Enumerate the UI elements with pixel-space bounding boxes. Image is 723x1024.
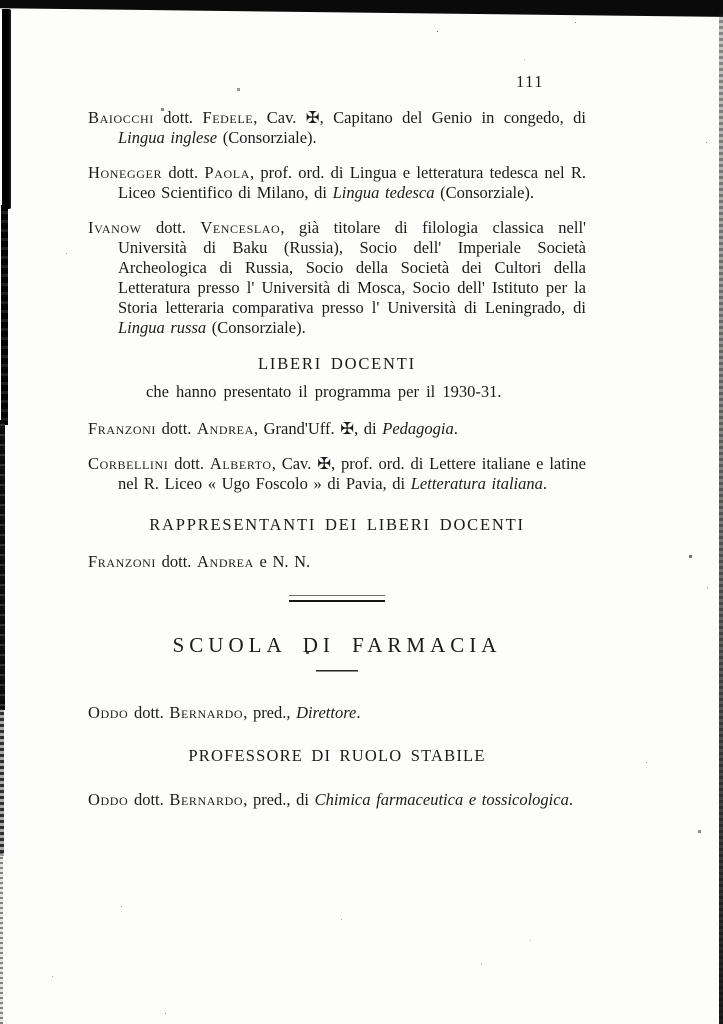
liberi-docenti-heading: LIBERI DOCENTI (258, 354, 416, 373)
scuola-di-farmacia-title: SCUOLA DI FARMACIA (172, 633, 502, 657)
scan-binding-shadow-lower (0, 706, 4, 856)
section-divider-rule (289, 595, 385, 602)
page-text-block (88, 108, 586, 810)
scan-noise-speckles (0, 0, 1, 1)
scan-binding-shadow-top (2, 9, 11, 209)
rappresentanti-entry-franzoni: Franzoni dott. Andrea e N. N. (88, 552, 311, 571)
scan-binding-shadow-upper (1, 205, 8, 425)
liberi-docenti-entry-corbellini: Corbellini dott. Alberto, Cav. ✠, prof. ord. di Lettere italiane e latine nel R. Liceo « Ugo Foscolo » di Pavia, di Letteratura italiana. (88, 454, 586, 493)
faculty-entry-ivanow: Ivanow dott. Venceslao, già titolare di filologia classica nell' Università di Baku (Russia), Socio dell' Imperiale Società Archeologica di Russia, Socio della Società dei Cultori della Letteratura presso l' Università di Mosca, Socio dell' Istituto per la Storia letteraria comparativa presso l' Università di Leningrado, di Lingua russa (Consorziale). (88, 218, 587, 337)
professore-ruolo-heading: PROFESSORE DI RUOLO STABILE (188, 746, 486, 765)
scan-binding-shadow-bottom (0, 852, 3, 1024)
liberi-docenti-subtitle: che hanno presentato il programma per il 1930-31. (146, 382, 502, 401)
scan-binding-shadow-middle (0, 420, 5, 710)
title-underline-rule (316, 670, 358, 672)
rappresentanti-heading: RAPPRESENTANTI DEI LIBERI DOCENTI (149, 515, 525, 534)
faculty-entry-baiocchi: Baiocchi dott. Fedele, Cav. ✠, Capitano del Genio in congedo, di Lingua inglese (Consorziale). (88, 108, 587, 147)
farmacia-ruolo-entry: Oddo dott. Bernardo, pred., di Chimica farmaceutica e tossicologica. (88, 790, 573, 809)
farmacia-director-entry: Oddo dott. Bernardo, pred., Direttore. (88, 703, 361, 722)
scan-right-edge-artifact (719, 14, 723, 1024)
liberi-docenti-entry-franzoni: Franzoni dott. Andrea, Grand'Uff. ✠, di Pedagogia. (88, 419, 458, 438)
scan-top-edge-artifact (0, 0, 723, 18)
faculty-entry-honegger: Honegger dott. Paola, prof. ord. di Lingua e letteratura tedesca nel R. Liceo Scientifico di Milano, di Lingua tedesca (Consorziale). (88, 163, 586, 202)
page-number: 111 (516, 72, 545, 91)
